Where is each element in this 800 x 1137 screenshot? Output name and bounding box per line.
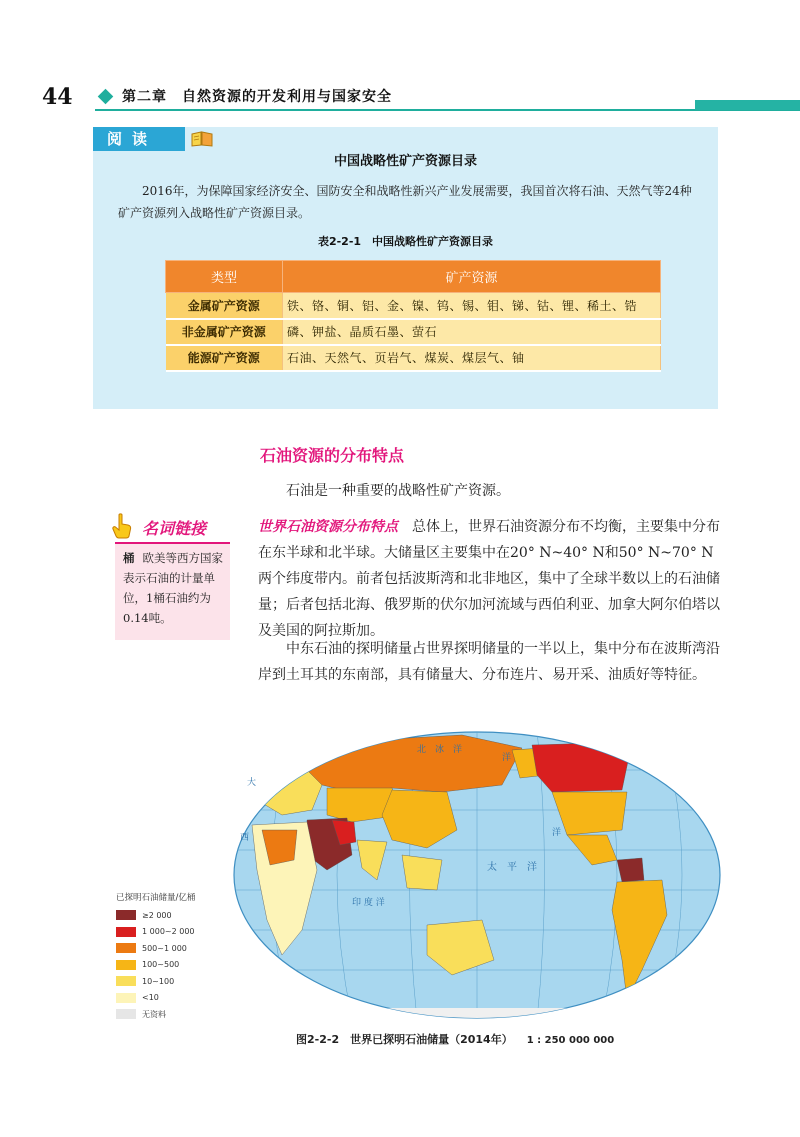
term-word: 桶 bbox=[123, 551, 135, 565]
map-region-se-asia bbox=[402, 855, 442, 890]
legend-swatch bbox=[116, 943, 136, 953]
term-link-title: 名词链接 bbox=[142, 519, 207, 538]
legend-swatch bbox=[116, 910, 136, 920]
table-cell-type: 金属矿产资源 bbox=[166, 293, 283, 319]
legend-swatch bbox=[116, 927, 136, 937]
table-caption: 表2-2-1 中国战略性矿产资源目录 bbox=[317, 235, 494, 248]
world-oil-reserves-map bbox=[232, 730, 722, 1020]
legend-item bbox=[116, 941, 236, 955]
legend-swatch bbox=[116, 960, 136, 970]
table-cell-resources: 磷、钾盐、晶质石墨、萤石 bbox=[283, 319, 661, 345]
table-row bbox=[166, 345, 661, 371]
legend-label: 100~500 bbox=[142, 960, 180, 969]
label-ocean-atlantic: 洋 bbox=[552, 828, 562, 838]
figure-caption bbox=[296, 1031, 614, 1047]
figure-caption-text: 图2-2-2 世界已探明石油储量（2014年） bbox=[296, 1033, 513, 1046]
legend-item bbox=[116, 908, 236, 922]
map-region-russia bbox=[292, 735, 522, 792]
section-title: 石油资源的分布特点 bbox=[260, 446, 405, 465]
label-indian-ocean: 印 度 洋 bbox=[352, 898, 385, 908]
label-pacific-ocean: 太 平 洋 bbox=[487, 862, 537, 873]
map-legend bbox=[116, 891, 236, 1024]
page-header bbox=[0, 78, 800, 114]
table-cell-type: 能源矿产资源 bbox=[166, 345, 283, 371]
reading-paragraph: 2016年，为保障国家经济安全、国防安全和战略性新兴产业发展需要，我国首次将石油、天然气等24种矿产资源列入战略性矿产资源目录。 bbox=[118, 184, 692, 220]
label-arctic-ocean: 北 冰 洋 bbox=[417, 745, 463, 755]
paragraph-distribution bbox=[258, 514, 720, 644]
diamond-icon bbox=[98, 89, 114, 105]
legend-item bbox=[116, 958, 236, 972]
legend-swatch bbox=[116, 1009, 136, 1019]
legend-label: 无资料 bbox=[142, 1009, 166, 1019]
legend-item bbox=[116, 991, 236, 1005]
label-west: 西 bbox=[240, 833, 250, 843]
table-header-resources: 矿产资源 bbox=[283, 261, 661, 293]
legend-swatch bbox=[116, 993, 136, 1003]
table-row bbox=[166, 319, 661, 345]
figure-scale: 1 : 250 000 000 bbox=[526, 1035, 615, 1046]
legend-label: 10~100 bbox=[142, 976, 175, 986]
table-cell-resources: 铁、铬、铜、铝、金、镍、钨、锡、钼、锑、钴、锂、稀土、锆 bbox=[283, 293, 661, 319]
term-definition: 欧美等西方国家表示石油的计量单位，1桶石油约为0.14吨。 bbox=[123, 551, 223, 625]
resource-table bbox=[165, 260, 661, 372]
label-ocean-ne: 洋 bbox=[502, 753, 512, 763]
page-number: 44 bbox=[42, 84, 73, 110]
table-cell-type: 非金属矿产资源 bbox=[166, 319, 283, 345]
chapter-title: 第二章 自然资源的开发利用与国家安全 bbox=[122, 89, 392, 105]
map-region-venezuela bbox=[617, 858, 644, 882]
term-definition-box bbox=[115, 542, 230, 640]
paragraph-middle-east: 中东石油的探明储量占世界探明储量的一半以上，集中分布在波斯湾沿岸到土耳其的东南部，具有储量大、分布连片、易开采、油质好等特征。 bbox=[258, 641, 720, 683]
legend-item bbox=[116, 925, 236, 939]
book-icon bbox=[190, 130, 214, 148]
legend-label: ≥2 000 bbox=[142, 910, 172, 920]
label-big: 大 bbox=[247, 778, 257, 788]
legend-item bbox=[116, 974, 236, 988]
keyword-heading: 世界石油资源分布特点 bbox=[258, 519, 398, 535]
legend-label: 1 000~2 000 bbox=[142, 927, 195, 936]
legend-title: 已探明石油储量/亿桶 bbox=[116, 893, 196, 903]
legend-item bbox=[116, 1007, 236, 1021]
paragraph-distribution-text: 总体上，世界石油资源分布不均衡，主要集中分布在东半球和北半球。大储量区主要集中在20° N~40° N和50° N~70° N两个纬度带内。前者包括波斯湾和北非地区，集中了全球半数以上的石油储量；后者包括北海、俄罗斯的伏尔加河流域与西伯利亚、加拿大阿尔伯塔以及美国的阿拉斯加。 bbox=[258, 519, 720, 639]
legend-label: <10 bbox=[142, 993, 159, 1002]
legend-label: 500~1 000 bbox=[142, 943, 187, 953]
table-cell-resources: 石油、天然气、页岩气、煤炭、煤层气、铀 bbox=[283, 345, 661, 371]
pointing-hand-icon bbox=[111, 513, 133, 539]
legend-swatch bbox=[116, 976, 136, 986]
map-region-greenland bbox=[637, 738, 677, 770]
table-header-type: 类型 bbox=[166, 261, 283, 293]
table-row bbox=[166, 293, 661, 319]
reading-tag: 阅读 bbox=[93, 127, 185, 151]
header-accent-bar bbox=[695, 100, 800, 110]
paragraph-intro: 石油是一种重要的战略性矿产资源。 bbox=[286, 483, 510, 499]
map-region-canada bbox=[532, 742, 632, 792]
reading-title: 中国战略性矿产资源目录 bbox=[333, 154, 477, 169]
